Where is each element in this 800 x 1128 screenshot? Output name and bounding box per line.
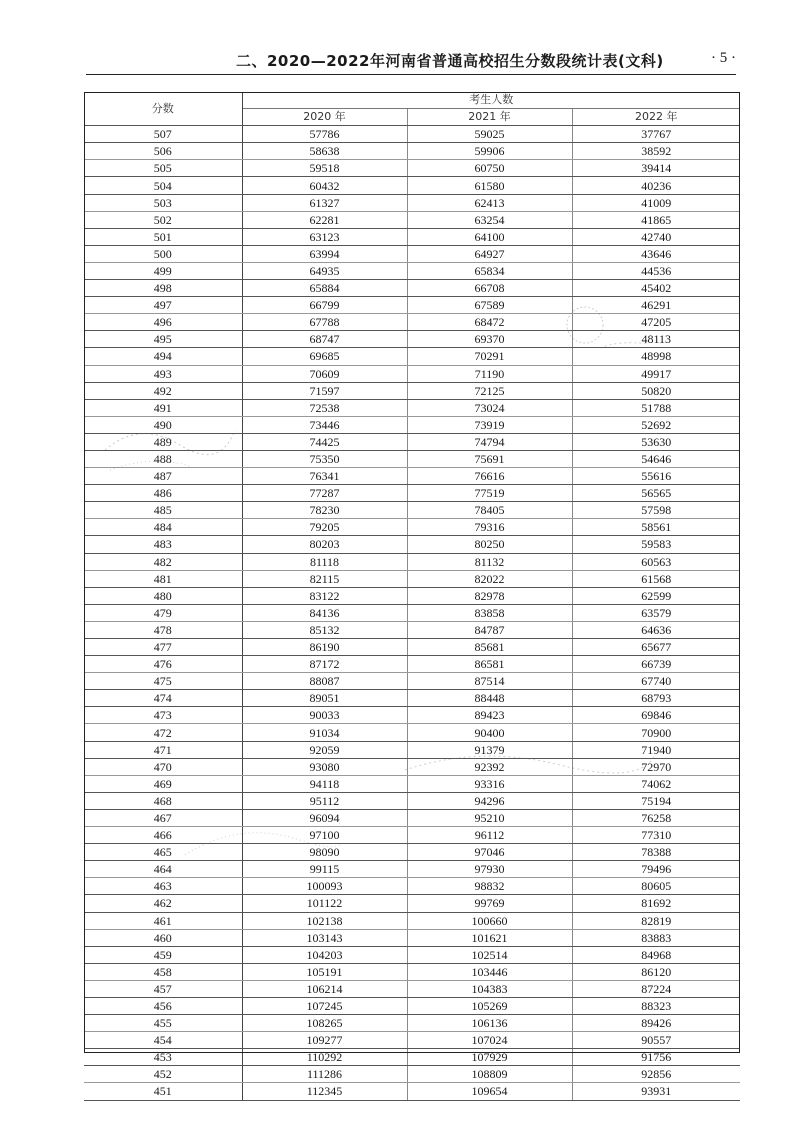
table-row <box>84 604 740 621</box>
count-2021-cell: 75691 <box>407 450 572 467</box>
count-2020-cell: 99115 <box>242 861 407 878</box>
count-2022-cell: 63579 <box>572 604 740 621</box>
count-2020-cell: 97100 <box>242 827 407 844</box>
score-cell: 484 <box>84 519 242 536</box>
count-2022-cell: 77310 <box>572 827 740 844</box>
count-2022-cell: 61568 <box>572 570 740 587</box>
page-number: · 5 · <box>711 50 736 66</box>
count-2022-cell: 74062 <box>572 775 740 792</box>
score-cell: 464 <box>84 861 242 878</box>
score-cell: 451 <box>84 1083 242 1100</box>
count-2020-cell: 106214 <box>242 980 407 997</box>
table-row <box>84 382 740 399</box>
table-row <box>84 758 740 775</box>
table-row <box>84 297 740 314</box>
count-2020-cell: 89051 <box>242 690 407 707</box>
score-cell: 485 <box>84 502 242 519</box>
score-cell: 454 <box>84 1032 242 1049</box>
table-row <box>84 587 740 604</box>
count-2020-cell: 63123 <box>242 228 407 245</box>
table-row <box>84 809 740 826</box>
score-cell: 493 <box>84 365 242 382</box>
count-2022-cell: 66739 <box>572 656 740 673</box>
score-cell: 501 <box>84 228 242 245</box>
score-cell: 498 <box>84 280 242 297</box>
count-2021-cell: 101621 <box>407 929 572 946</box>
score-cell: 495 <box>84 331 242 348</box>
count-2021-cell: 94296 <box>407 792 572 809</box>
table-row <box>84 997 740 1014</box>
score-cell: 470 <box>84 758 242 775</box>
count-2020-cell: 61327 <box>242 194 407 211</box>
count-2020-cell: 93080 <box>242 758 407 775</box>
score-cell: 492 <box>84 382 242 399</box>
count-2021-cell: 85681 <box>407 639 572 656</box>
count-2022-cell: 71940 <box>572 741 740 758</box>
count-2020-cell: 59518 <box>242 160 407 177</box>
count-2021-cell: 102514 <box>407 946 572 963</box>
table-row <box>84 348 740 365</box>
count-2020-cell: 57786 <box>242 126 407 143</box>
count-2022-cell: 54646 <box>572 450 740 467</box>
count-2021-cell: 84787 <box>407 621 572 638</box>
header-score: 分数 <box>84 92 242 126</box>
count-2021-cell: 95210 <box>407 809 572 826</box>
count-2020-cell: 76341 <box>242 468 407 485</box>
score-cell: 490 <box>84 416 242 433</box>
count-2021-cell: 100660 <box>407 912 572 929</box>
count-2022-cell: 48113 <box>572 331 740 348</box>
count-2020-cell: 90033 <box>242 707 407 724</box>
table-row <box>84 502 740 519</box>
page-title: 二、2020—2022年河南省普通高校招生分数段统计表(文科) <box>236 52 664 70</box>
page-header <box>86 44 736 74</box>
count-2021-cell: 65834 <box>407 262 572 279</box>
count-2022-cell: 78388 <box>572 844 740 861</box>
table-row <box>84 177 740 194</box>
count-2020-cell: 60432 <box>242 177 407 194</box>
score-cell: 471 <box>84 741 242 758</box>
count-2021-cell: 72125 <box>407 382 572 399</box>
table-row <box>84 1049 740 1066</box>
score-cell: 478 <box>84 621 242 638</box>
score-cell: 457 <box>84 980 242 997</box>
score-cell: 479 <box>84 604 242 621</box>
count-2020-cell: 58638 <box>242 143 407 160</box>
count-2021-cell: 83858 <box>407 604 572 621</box>
count-2020-cell: 79205 <box>242 519 407 536</box>
table-row <box>84 519 740 536</box>
score-cell: 468 <box>84 792 242 809</box>
count-2021-cell: 106136 <box>407 1015 572 1032</box>
count-2021-cell: 59025 <box>407 126 572 143</box>
count-2022-cell: 47205 <box>572 314 740 331</box>
count-2020-cell: 91034 <box>242 724 407 741</box>
count-2022-cell: 75194 <box>572 792 740 809</box>
table-row <box>84 878 740 895</box>
score-cell: 473 <box>84 707 242 724</box>
count-2020-cell: 96094 <box>242 809 407 826</box>
count-2021-cell: 66708 <box>407 280 572 297</box>
table-row <box>84 844 740 861</box>
table-row <box>84 314 740 331</box>
count-2022-cell: 83883 <box>572 929 740 946</box>
count-2022-cell: 68793 <box>572 690 740 707</box>
score-cell: 462 <box>84 895 242 912</box>
table-row <box>84 673 740 690</box>
count-2020-cell: 110292 <box>242 1049 407 1066</box>
count-2022-cell: 59583 <box>572 536 740 553</box>
count-2021-cell: 91379 <box>407 741 572 758</box>
table-row <box>84 1015 740 1032</box>
count-2021-cell: 88448 <box>407 690 572 707</box>
count-2022-cell: 51788 <box>572 399 740 416</box>
count-2021-cell: 79316 <box>407 519 572 536</box>
count-2021-cell: 78405 <box>407 502 572 519</box>
table-row <box>84 929 740 946</box>
table-row <box>84 553 740 570</box>
count-2022-cell: 38592 <box>572 143 740 160</box>
table-body <box>84 126 740 1100</box>
score-cell: 475 <box>84 673 242 690</box>
count-2020-cell: 71597 <box>242 382 407 399</box>
count-2020-cell: 105191 <box>242 963 407 980</box>
count-2021-cell: 107929 <box>407 1049 572 1066</box>
table-row <box>84 656 740 673</box>
count-2022-cell: 64636 <box>572 621 740 638</box>
table-row <box>84 194 740 211</box>
score-cell: 461 <box>84 912 242 929</box>
count-2020-cell: 74425 <box>242 433 407 450</box>
count-2020-cell: 83122 <box>242 587 407 604</box>
count-2020-cell: 108265 <box>242 1015 407 1032</box>
score-cell: 491 <box>84 399 242 416</box>
count-2022-cell: 70900 <box>572 724 740 741</box>
count-2021-cell: 103446 <box>407 963 572 980</box>
score-cell: 465 <box>84 844 242 861</box>
count-2020-cell: 102138 <box>242 912 407 929</box>
table-row <box>84 468 740 485</box>
header-year-2022: 2022 年 <box>572 109 740 126</box>
count-2020-cell: 111286 <box>242 1066 407 1083</box>
table-row <box>84 741 740 758</box>
count-2021-cell: 67589 <box>407 297 572 314</box>
table-row <box>84 1083 740 1100</box>
header-year-2020: 2020 年 <box>242 109 407 126</box>
count-2021-cell: 69370 <box>407 331 572 348</box>
count-2021-cell: 74794 <box>407 433 572 450</box>
table-row <box>84 912 740 929</box>
count-2020-cell: 64935 <box>242 262 407 279</box>
count-2021-cell: 90400 <box>407 724 572 741</box>
table-row <box>84 827 740 844</box>
count-2022-cell: 65677 <box>572 639 740 656</box>
table-row <box>84 331 740 348</box>
count-2020-cell: 95112 <box>242 792 407 809</box>
count-2021-cell: 68472 <box>407 314 572 331</box>
count-2021-cell: 70291 <box>407 348 572 365</box>
count-2021-cell: 81132 <box>407 553 572 570</box>
score-cell: 481 <box>84 570 242 587</box>
table-row <box>84 621 740 638</box>
table-row <box>84 775 740 792</box>
table-row <box>84 980 740 997</box>
count-2022-cell: 72970 <box>572 758 740 775</box>
table-row <box>84 1066 740 1083</box>
count-2022-cell: 44536 <box>572 262 740 279</box>
count-2021-cell: 89423 <box>407 707 572 724</box>
count-2020-cell: 62281 <box>242 211 407 228</box>
score-cell: 453 <box>84 1049 242 1066</box>
count-2022-cell: 90557 <box>572 1032 740 1049</box>
count-2021-cell: 82978 <box>407 587 572 604</box>
score-cell: 503 <box>84 194 242 211</box>
count-2020-cell: 70609 <box>242 365 407 382</box>
table-row <box>84 1032 740 1049</box>
count-2020-cell: 78230 <box>242 502 407 519</box>
table-row <box>84 963 740 980</box>
count-2020-cell: 103143 <box>242 929 407 946</box>
score-cell: 487 <box>84 468 242 485</box>
count-2021-cell: 80250 <box>407 536 572 553</box>
count-2021-cell: 59906 <box>407 143 572 160</box>
score-cell: 472 <box>84 724 242 741</box>
count-2021-cell: 93316 <box>407 775 572 792</box>
count-2020-cell: 82115 <box>242 570 407 587</box>
count-2020-cell: 69685 <box>242 348 407 365</box>
header-applicant-count: 考生人数 <box>242 92 740 109</box>
table-row <box>84 485 740 502</box>
count-2020-cell: 94118 <box>242 775 407 792</box>
count-2022-cell: 50820 <box>572 382 740 399</box>
count-2021-cell: 64927 <box>407 245 572 262</box>
count-2021-cell: 60750 <box>407 160 572 177</box>
count-2021-cell: 107024 <box>407 1032 572 1049</box>
count-2020-cell: 92059 <box>242 741 407 758</box>
count-2022-cell: 43646 <box>572 245 740 262</box>
table-row <box>84 143 740 160</box>
count-2022-cell: 84968 <box>572 946 740 963</box>
table-row <box>84 450 740 467</box>
count-2020-cell: 85132 <box>242 621 407 638</box>
score-cell: 474 <box>84 690 242 707</box>
count-2020-cell: 88087 <box>242 673 407 690</box>
count-2022-cell: 45402 <box>572 280 740 297</box>
count-2022-cell: 40236 <box>572 177 740 194</box>
count-2021-cell: 98832 <box>407 878 572 895</box>
count-2020-cell: 86190 <box>242 639 407 656</box>
count-2020-cell: 66799 <box>242 297 407 314</box>
count-2022-cell: 67740 <box>572 673 740 690</box>
score-cell: 455 <box>84 1015 242 1032</box>
table-row <box>84 399 740 416</box>
count-2021-cell: 62413 <box>407 194 572 211</box>
score-cell: 486 <box>84 485 242 502</box>
count-2021-cell: 73919 <box>407 416 572 433</box>
count-2020-cell: 112345 <box>242 1083 407 1100</box>
table-row <box>84 365 740 382</box>
count-2022-cell: 55616 <box>572 468 740 485</box>
score-cell: 500 <box>84 245 242 262</box>
count-2020-cell: 100093 <box>242 878 407 895</box>
count-2022-cell: 92856 <box>572 1066 740 1083</box>
count-2021-cell: 82022 <box>407 570 572 587</box>
score-cell: 502 <box>84 211 242 228</box>
count-2022-cell: 58561 <box>572 519 740 536</box>
count-2020-cell: 101122 <box>242 895 407 912</box>
table-row <box>84 946 740 963</box>
count-2021-cell: 97930 <box>407 861 572 878</box>
count-2021-cell: 61580 <box>407 177 572 194</box>
count-2022-cell: 79496 <box>572 861 740 878</box>
table-row <box>84 639 740 656</box>
score-cell: 458 <box>84 963 242 980</box>
count-2022-cell: 69846 <box>572 707 740 724</box>
count-2020-cell: 73446 <box>242 416 407 433</box>
count-2022-cell: 62599 <box>572 587 740 604</box>
count-2021-cell: 76616 <box>407 468 572 485</box>
count-2022-cell: 76258 <box>572 809 740 826</box>
count-2022-cell: 93931 <box>572 1083 740 1100</box>
count-2022-cell: 41009 <box>572 194 740 211</box>
count-2022-cell: 80605 <box>572 878 740 895</box>
count-2021-cell: 63254 <box>407 211 572 228</box>
count-2021-cell: 97046 <box>407 844 572 861</box>
score-cell: 469 <box>84 775 242 792</box>
score-cell: 459 <box>84 946 242 963</box>
score-cell: 488 <box>84 450 242 467</box>
table-row <box>84 536 740 553</box>
table-row <box>84 126 740 143</box>
score-cell: 483 <box>84 536 242 553</box>
count-2020-cell: 84136 <box>242 604 407 621</box>
count-2022-cell: 41865 <box>572 211 740 228</box>
count-2020-cell: 68747 <box>242 331 407 348</box>
count-2021-cell: 92392 <box>407 758 572 775</box>
count-2021-cell: 109654 <box>407 1083 572 1100</box>
count-2020-cell: 104203 <box>242 946 407 963</box>
count-2022-cell: 87224 <box>572 980 740 997</box>
score-cell: 477 <box>84 639 242 656</box>
count-2022-cell: 82819 <box>572 912 740 929</box>
score-cell: 463 <box>84 878 242 895</box>
score-cell: 507 <box>84 126 242 143</box>
count-2022-cell: 46291 <box>572 297 740 314</box>
table-row <box>84 160 740 177</box>
score-cell: 456 <box>84 997 242 1014</box>
score-cell: 505 <box>84 160 242 177</box>
score-cell: 460 <box>84 929 242 946</box>
count-2022-cell: 91756 <box>572 1049 740 1066</box>
score-cell: 452 <box>84 1066 242 1083</box>
score-cell: 504 <box>84 177 242 194</box>
score-cell: 497 <box>84 297 242 314</box>
header-rule <box>86 74 736 75</box>
score-cell: 489 <box>84 433 242 450</box>
count-2021-cell: 96112 <box>407 827 572 844</box>
count-2022-cell: 81692 <box>572 895 740 912</box>
table-row <box>84 792 740 809</box>
count-2021-cell: 71190 <box>407 365 572 382</box>
count-2020-cell: 81118 <box>242 553 407 570</box>
table-row <box>84 228 740 245</box>
count-2021-cell: 64100 <box>407 228 572 245</box>
count-2020-cell: 98090 <box>242 844 407 861</box>
count-2020-cell: 109277 <box>242 1032 407 1049</box>
count-2022-cell: 88323 <box>572 997 740 1014</box>
header-year-2021: 2021 年 <box>407 109 572 126</box>
count-2021-cell: 73024 <box>407 399 572 416</box>
table-row <box>84 416 740 433</box>
count-2020-cell: 107245 <box>242 997 407 1014</box>
count-2020-cell: 65884 <box>242 280 407 297</box>
count-2020-cell: 63994 <box>242 245 407 262</box>
score-cell: 467 <box>84 809 242 826</box>
count-2022-cell: 89426 <box>572 1015 740 1032</box>
score-cell: 494 <box>84 348 242 365</box>
table-row <box>84 690 740 707</box>
count-2022-cell: 49917 <box>572 365 740 382</box>
score-distribution-table <box>84 92 740 1101</box>
score-cell: 466 <box>84 827 242 844</box>
count-2022-cell: 52692 <box>572 416 740 433</box>
count-2022-cell: 53630 <box>572 433 740 450</box>
count-2020-cell: 77287 <box>242 485 407 502</box>
count-2021-cell: 105269 <box>407 997 572 1014</box>
score-cell: 482 <box>84 553 242 570</box>
count-2021-cell: 87514 <box>407 673 572 690</box>
count-2021-cell: 104383 <box>407 980 572 997</box>
score-cell: 476 <box>84 656 242 673</box>
table-row <box>84 707 740 724</box>
count-2020-cell: 87172 <box>242 656 407 673</box>
score-cell: 499 <box>84 262 242 279</box>
count-2022-cell: 48998 <box>572 348 740 365</box>
count-2021-cell: 108809 <box>407 1066 572 1083</box>
count-2021-cell: 77519 <box>407 485 572 502</box>
table-row <box>84 211 740 228</box>
count-2020-cell: 75350 <box>242 450 407 467</box>
table-row <box>84 262 740 279</box>
count-2022-cell: 37767 <box>572 126 740 143</box>
score-cell: 480 <box>84 587 242 604</box>
score-cell: 496 <box>84 314 242 331</box>
table-row <box>84 895 740 912</box>
table-row <box>84 861 740 878</box>
count-2021-cell: 86581 <box>407 656 572 673</box>
score-cell: 506 <box>84 143 242 160</box>
count-2022-cell: 39414 <box>572 160 740 177</box>
count-2022-cell: 60563 <box>572 553 740 570</box>
count-2021-cell: 99769 <box>407 895 572 912</box>
table-row <box>84 245 740 262</box>
count-2020-cell: 72538 <box>242 399 407 416</box>
count-2020-cell: 80203 <box>242 536 407 553</box>
table-row <box>84 433 740 450</box>
count-2020-cell: 67788 <box>242 314 407 331</box>
count-2022-cell: 86120 <box>572 963 740 980</box>
table-row <box>84 724 740 741</box>
count-2022-cell: 56565 <box>572 485 740 502</box>
table-row <box>84 280 740 297</box>
count-2022-cell: 57598 <box>572 502 740 519</box>
count-2022-cell: 42740 <box>572 228 740 245</box>
table-row <box>84 570 740 587</box>
